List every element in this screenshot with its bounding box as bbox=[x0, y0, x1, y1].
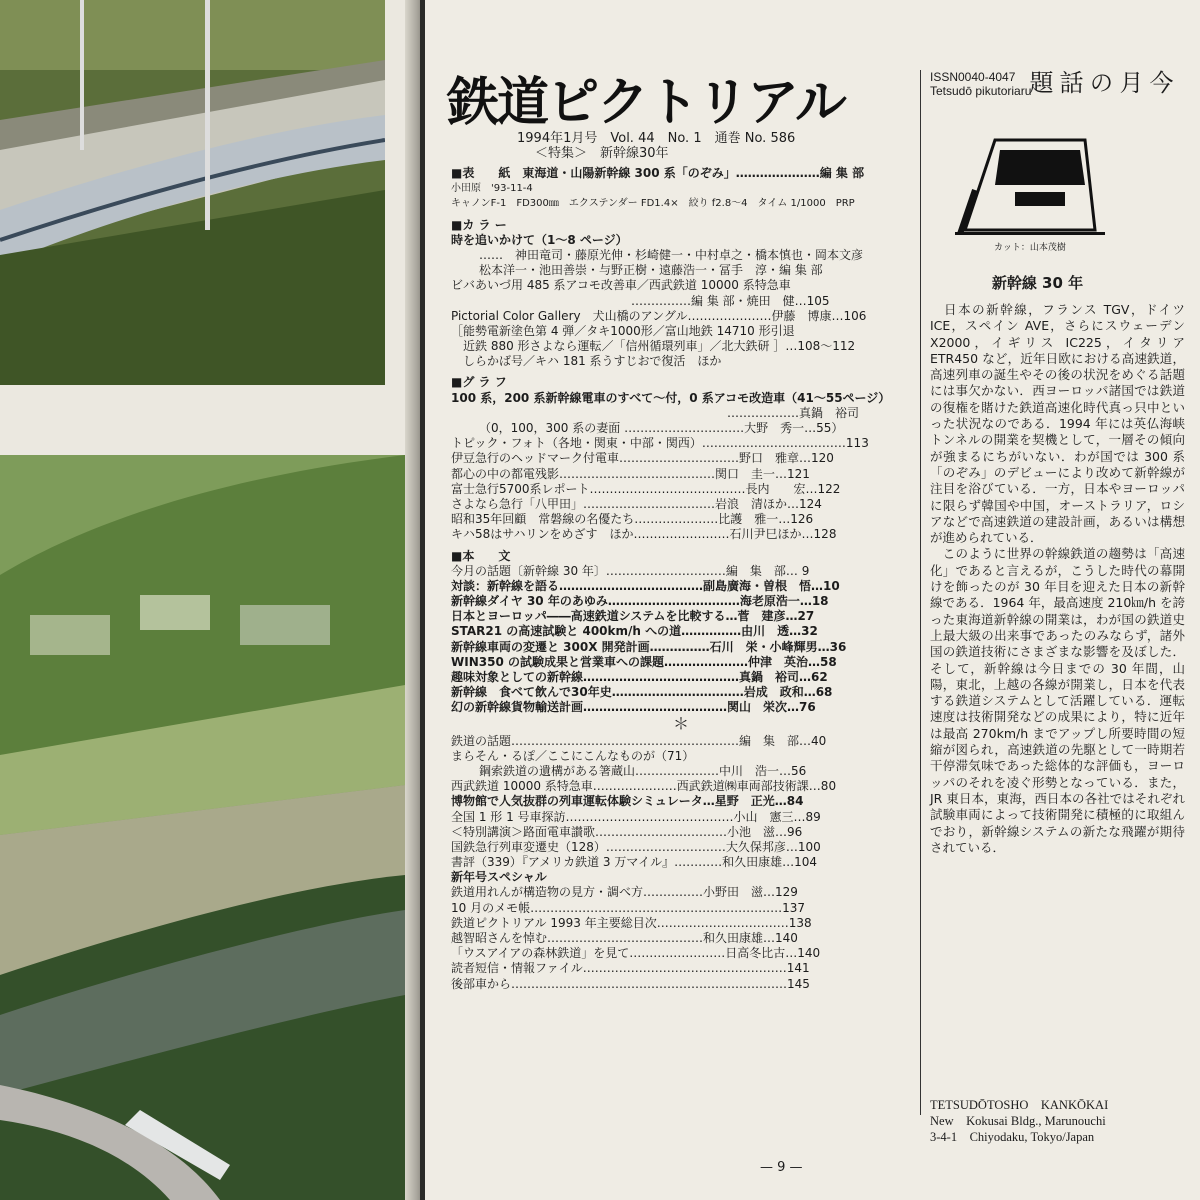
photo-countryside-train bbox=[0, 455, 405, 1200]
toc-section-heading: ■カ ラ ー bbox=[451, 217, 507, 232]
toc-entry: ………………真鍋 裕司 bbox=[451, 405, 860, 420]
toc-entry: 鉄道用れんが構造物の見方・調べ方……………小野田 滋…129 bbox=[451, 885, 798, 900]
toc-entry: 越智昭さんを悼む…………………………………和久田康雄…140 bbox=[451, 931, 798, 945]
toc-entry: WIN350 の試験成果と営業車への課題…………………仲津 英治…58 bbox=[451, 654, 837, 669]
toc-entry: 「ウスアイアの森林鉄道」を見て……………………日高冬比古…140 bbox=[451, 946, 821, 961]
toc-section-heading: ■グ ラ フ bbox=[451, 375, 507, 390]
toc-entry: 松本洋一・池田善崇・与野正樹・遠藤浩一・冨手 淳・編 集 部 bbox=[479, 263, 823, 278]
toc-entry: 後部車から……………………………………………………………145 bbox=[451, 976, 810, 991]
toc-entry: 国鉄急行列車変遷史（128）…………………………大久保邦彦…100 bbox=[451, 839, 821, 854]
toc-entry: 100 系，200 系新幹線電車のすべて〜付，0 系アコモ改造車（41〜55ページ） bbox=[451, 390, 891, 405]
toc-section-heading: ■本 文 bbox=[451, 548, 511, 563]
toc-entry: ……………編 集 部・焼田 健…105 bbox=[451, 293, 830, 308]
illustration-credit: カット：山本茂樹 bbox=[994, 243, 1066, 253]
book-gutter bbox=[405, 0, 420, 1200]
column-divider bbox=[920, 70, 921, 1115]
toc-entry: まらそん・るぽ／ここにこんなものが（71） bbox=[451, 748, 695, 763]
toc-entry: 日本とヨーロッパ――高速鉄道システムを比較する…菅 建彦…27 bbox=[451, 609, 815, 624]
toc-entry: 鉄道の話題…………………………………………………編 集 部…40 bbox=[451, 733, 827, 748]
magazine-title: 鉄道ピクトリアル bbox=[447, 73, 845, 133]
publisher-line: TETSUDŌTOSHO KANKŌKAI bbox=[930, 1098, 1109, 1112]
article-title: 新幹線 30 年 bbox=[991, 274, 1084, 292]
toc-entry: トピック・フォト（各地・関東・中部・関西）………………………………113 bbox=[451, 436, 869, 451]
page-number: — 9 — bbox=[760, 1160, 803, 1175]
train-illustration-icon bbox=[955, 130, 1105, 235]
toc-entry: 新幹線ダイヤ 30 年のあゆみ……………………………海老原浩一…18 bbox=[451, 594, 829, 609]
toc-entry: 書評（339）『アメリカ鉄道 3 万マイル』…………和久田康雄…104 bbox=[451, 855, 817, 870]
toc-section-heading: ■表 紙 東海道・山陽新幹線 300 系「のぞみ」…………………編 集 部 bbox=[451, 166, 865, 180]
toc-entry: 鋼索鉄道の遺構がある箸蔵山…………………中川 浩一…56 bbox=[479, 763, 807, 778]
toc-entry: しらかば号／キハ 181 系うすじおで復活 ほか bbox=[451, 354, 722, 369]
column-heading: 今月の話題 bbox=[1025, 70, 1173, 94]
toc-entry: STAR21 の高速試験と 400km/h への道……………由川 透…32 bbox=[451, 624, 818, 639]
feature-line: ＜特集＞ 新幹線30年 bbox=[535, 146, 669, 161]
left-page bbox=[0, 0, 420, 1200]
toc-entry: 全国 1 形 1 号車探訪……………………………………小山 憲三…89 bbox=[451, 809, 821, 824]
issn: ISSN0040-4047 bbox=[930, 70, 1016, 84]
toc-entry: 趣味対象としての新幹線…………………………………真鍋 裕司…62 bbox=[451, 670, 828, 684]
toc-entry: 対談：新幹線を語る………………………………副島廣海・曽根 悟…10 bbox=[451, 578, 840, 593]
toc-entry: ビバあいづ用 485 系アコモ改善車／西武鉄道 10000 系特急車 bbox=[451, 278, 791, 293]
toc-entry: ＜特別講演＞路面電車讃歌……………………………小池 滋…96 bbox=[451, 824, 803, 839]
toc-entry: 小田原 '93-11-4 bbox=[451, 183, 533, 195]
toc-entry: 都心の中の都電残影…………………………………関口 圭一…121 bbox=[451, 466, 810, 481]
table-of-contents bbox=[451, 160, 911, 992]
article-body: 日本の新幹線，フランス TGV，ドイツ ICE，スペイン AVE，さらにスウェーデン X2000，イギリス IC225，イタリア ETR450 など，近年日欧における高速鉄道，高速列車の誕生やその後の状況をめぐる話題には事欠かない．西ヨーロッパ諸国では鉄道の復権を賭けた鉄道高速化時代真っ只中といった状況なのである．1994 年には英仏海峡トンネルの開業を契機として，一層その傾向が強まるにちがいない．わが国では 300 系「のぞみ」のデビューにより改めて新幹線が注目を浴びている．一方，日本やヨーロッパに限らず韓国や中国，オーストラリア，ロシアなどで高速鉄道の建設計画，あるいは構想が進められている． このように世界の幹線鉄道の趨勢は「高速化」であると言えるが，こうした時代の幕開けを飾ったのが 30 年目を迎えた日本の新幹線である．1964 年，最高速度 210㎞/h を誇った東海道新幹線の開業は，わが国の鉄道史上最大級の出来事であったのみならず，諸外国の鉄道技術にさまざまな影響を及ぼした．そして，新幹線は今日までの 30 年間，山陽，東北，上越の各線が開業し，日本を代表する鉄道システムとして活躍している．運転速度は技術開発などの成果により，特に近年は最高 270km/h までアップし所要時間の短縮が図られ，高速鉄道の先駆として一時期若干停滞気味であった総体的な評価も，ヨーロッパのそれを凌ぐ形勢となっている．また，JR 東日本，東海，西日本の各社ではそれぞれ試験車両によって技術開発に積極的に取組んでおり，新幹線システムの新たな飛躍が期待されている． bbox=[930, 302, 1185, 855]
toc-entry: 西武鉄道 10000 系特急車…………………西武鉄道㈱車両部技術課…80 bbox=[451, 779, 837, 794]
romaji-title: Tetsudō pikutoriaru bbox=[930, 84, 1032, 98]
toc-entry: ＊ bbox=[672, 715, 689, 733]
toc-entry: 新年号スペシャル bbox=[451, 870, 547, 885]
topic-column bbox=[930, 70, 1185, 1144]
issue-info: 1994年1月号 Vol. 44 No. 1 通巻 No. 586 bbox=[517, 131, 796, 146]
toc-entry: 今月の話題〔新幹線 30 年〕…………………………編 集 部… 9 bbox=[451, 563, 810, 578]
right-page bbox=[425, 0, 1200, 1200]
toc-entry: 読者短信・情報ファイル……………………………………………141 bbox=[451, 961, 810, 976]
publisher-line: New Kokusai Bldg., Marunouchi bbox=[930, 1114, 1106, 1128]
toc-entry: キャノンF-1 FD300㎜ エクステンダー FD1.4× 絞り f2.8〜4 タイム 1/1000 PRP bbox=[451, 198, 855, 210]
toc-entry: 伊豆急行のヘッドマーク付電車…………………………野口 雅章…120 bbox=[451, 451, 834, 466]
toc-entry: キハ58はサハリンをめざす ほか……………………石川尹巳ほか…128 bbox=[451, 527, 837, 542]
toc-entry: 近鉄 880 形さよなら運転／「信州循環列車」／北大鉄研 ］…108〜112 bbox=[451, 339, 856, 354]
toc-entry: …… 神田竜司・藤原光伸・杉崎健一・中村卓之・橋本慎也・岡本文彦 bbox=[479, 247, 864, 262]
publisher-line: 3-4-1 Chiyodaku, Tokyo/Japan bbox=[930, 1130, 1095, 1144]
toc-entry: 昭和35年回顧 常磐線の名優たち…………………比護 雅一…126 bbox=[451, 512, 814, 527]
photo-train-curve bbox=[0, 0, 385, 385]
toc-entry: 博物館で人気抜群の列車運転体験シミュレータ…星野 正光…84 bbox=[451, 794, 804, 809]
toc-entry: 富士急行5700系レポート…………………………………長内 宏…122 bbox=[451, 481, 841, 496]
toc-entry: 幻の新幹線貨物輸送計画………………………………関山 栄次…76 bbox=[451, 700, 816, 715]
toc-entry: Pictorial Color Gallery 犬山橋のアングル…………………伊藤 博康…106 bbox=[451, 308, 867, 323]
toc-entry: 時を追いかけて（1〜8 ページ） bbox=[451, 232, 628, 247]
toc-entry: 鉄道ピクトリアル 1993 年主要総目次……………………………138 bbox=[451, 915, 812, 930]
toc-entry: さよなら急行「八甲田」……………………………岩浪 清ほか…124 bbox=[451, 496, 822, 511]
toc-entry: 新幹線車両の変遷と 300X 開発計画……………石川 栄・小峰輝男…36 bbox=[451, 639, 847, 654]
toc-entry: 10 月のメモ帳………………………………………………………137 bbox=[451, 900, 805, 915]
toc-entry: ［能勢電新塗色第 4 弾／タキ1000形／富山地鉄 14710 形引退 bbox=[451, 323, 795, 338]
publisher-info bbox=[930, 1097, 1185, 1145]
toc-entry: （0，100，300 系の妻面 …………………………大野 秀一…55） bbox=[479, 421, 844, 435]
toc-entry: 新幹線 食べて飲んで30年史……………………………岩成 政和…68 bbox=[451, 685, 833, 700]
